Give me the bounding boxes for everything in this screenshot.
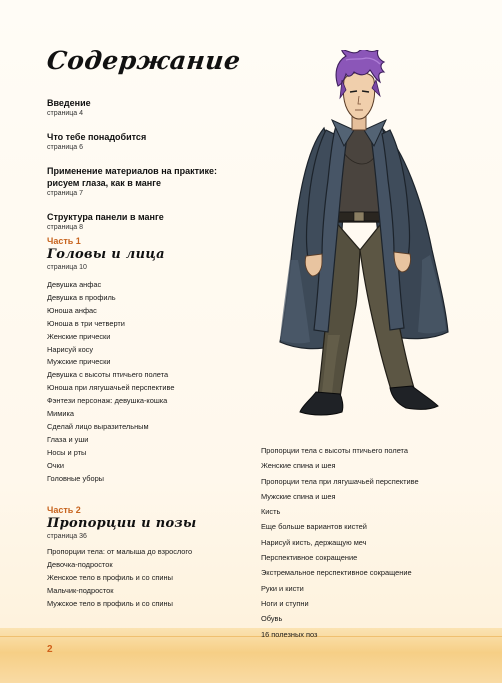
list-item[interactable]: Перспективное сокращение [261,553,358,563]
list-item[interactable]: Обувь [261,614,283,624]
toc-entry-page: страница 8 [47,224,84,231]
toc-entry-page: страница 4 [47,110,84,117]
list-item[interactable]: 16 полезных поз [261,629,318,639]
list-item[interactable]: Юноша анфас [47,305,97,315]
toc-entry-intro[interactable] [47,97,257,118]
list-item[interactable]: Девушка в профиль [47,292,116,302]
list-item[interactable]: Нарисуй косу [47,344,94,354]
list-item[interactable]: Сделай лицо выразительным [47,421,149,431]
list-item[interactable]: Ноги и ступни [261,598,309,608]
list-item[interactable]: Мужские спина и шея [261,491,336,501]
list-item[interactable]: Фэнтези персонаж: девушка-кошка [47,396,168,406]
list-item[interactable]: Девушка анфас [47,280,102,289]
list-item[interactable]: Мальчик-подросток [47,585,114,595]
part-title: Головы и лица [47,247,165,262]
toc-entry-page: страница 6 [47,144,84,151]
part-2-header[interactable] [47,505,267,542]
list-item[interactable]: Женское тело в профиль и со спины [47,572,173,582]
list-item[interactable]: Женские спина и шея [261,461,336,471]
list-item[interactable]: Мимика [47,409,75,419]
list-item[interactable]: Носы и рты [47,447,87,457]
list-item[interactable]: Пропорции тела при лягушачьей перспективе [261,476,419,486]
intro-section [47,97,257,245]
list-item[interactable]: Женские прически [47,331,111,341]
part-page: страница 10 [47,264,87,271]
toc-entry-title: Введение [47,98,91,108]
list-item[interactable]: Еще больше вариантов кистей [261,522,367,532]
list-item[interactable]: Девушка с высоты птичьего полета [47,370,169,380]
toc-entry-title: Что тебе понадобится [47,132,147,142]
part-page: страница 36 [47,533,87,540]
list-item[interactable]: Руки и кисти [261,583,304,593]
manga-character-illustration [262,50,452,425]
toc-entry-panel[interactable] [47,211,257,232]
list-item[interactable]: Девочка-подросток [47,559,113,569]
part-1-list [47,279,257,486]
list-item[interactable]: Юноша в три четверти [47,318,125,328]
part-2-list-continued [261,443,461,642]
toc-entry-title: Применение материалов на практике: рисуем глаза, как в манге [47,166,218,188]
part-label: Часть 1 [47,236,81,246]
list-item[interactable]: Глаза и уши [47,434,89,444]
list-item[interactable]: Экстремальное перспективное сокращение [261,568,412,578]
list-item[interactable]: Пропорции тела с высоты птичьего полета [261,446,408,455]
part-2-list [47,546,257,611]
list-item[interactable]: Кисть [261,507,281,517]
toc-entry-page: страница 7 [47,190,84,197]
list-item[interactable]: Нарисуй кисть, держащую меч [261,537,367,547]
list-item[interactable]: Пропорции тела: от малыша до взрослого [47,547,193,556]
list-item[interactable]: Очки [47,460,64,470]
list-item[interactable]: Юноша при лягушачьей перспективе [47,383,175,393]
toc-entry-practice[interactable] [47,165,257,198]
part-title: Пропорции и позы [47,516,197,531]
part-1-header[interactable] [47,236,267,273]
list-item[interactable]: Мужские прически [47,357,111,367]
list-item[interactable]: Головные уборы [47,473,104,483]
toc-entry-title: Структура панели в манге [47,212,164,222]
page-title: Содержание [45,46,243,75]
part-label: Часть 2 [47,505,81,515]
page-number: 2 [47,644,53,655]
list-item[interactable]: Мужское тело в профиль и со спины [47,598,173,608]
toc-entry-materials[interactable] [47,131,257,152]
